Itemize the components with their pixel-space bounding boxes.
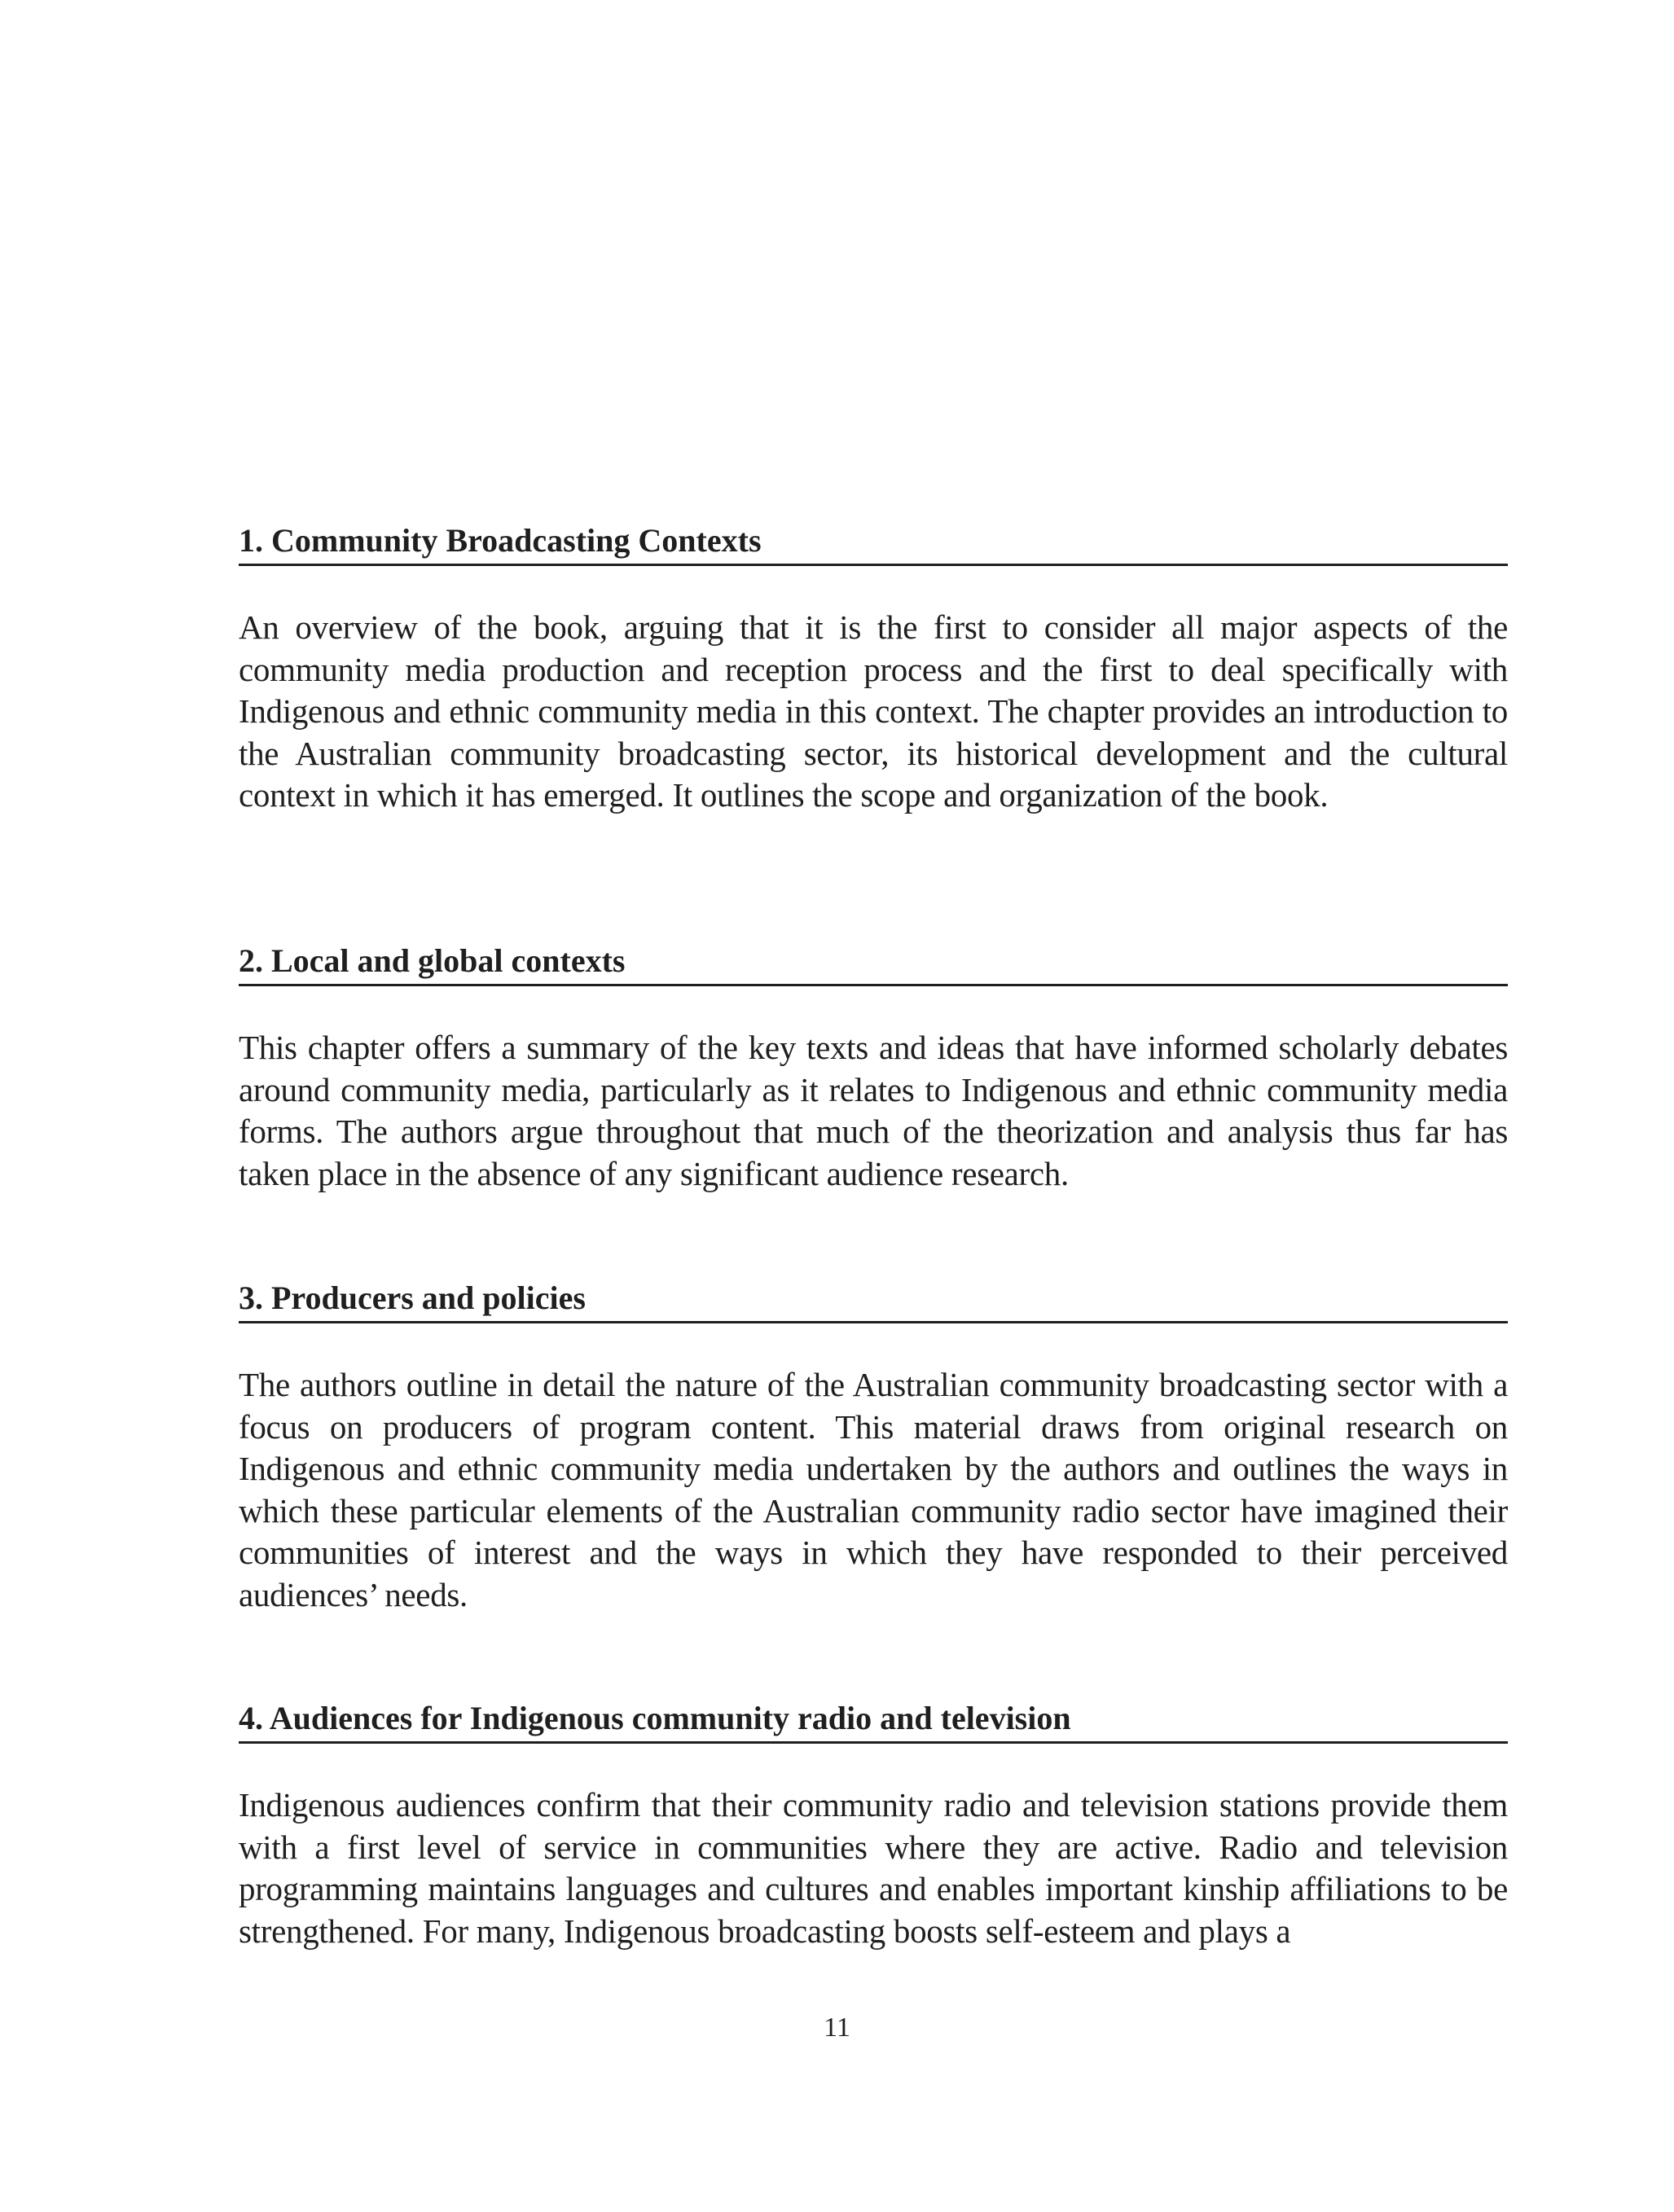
section-body: An overview of the book, arguing that it is the first to consider all major aspects of the community media production and reception process and the first to deal specifically with Indigenous and ethnic community media in this context. The chapter provides an introduction to the Australian community broadcasting sector, its historical development and the cultural context in which it has emerged. It outlines the scope and organization of the book. bbox=[239, 608, 1508, 814]
section-4 bbox=[239, 1701, 1508, 1952]
section-3 bbox=[239, 1280, 1508, 1617]
document-page bbox=[239, 0, 1508, 2212]
section-heading: 4. Audiences for Indigenous community radio and television bbox=[239, 1701, 1508, 1744]
section-heading: 1. Community Broadcasting Contexts bbox=[239, 523, 1508, 566]
section-body: This chapter offers a summary of the key texts and ideas that have informed scholarly debates around community media, particularly as it relates to Indigenous and ethnic community media forms. The authors argue throughout that much of the theorization and analysis thus far has taken place in the absence of any significant audience research. bbox=[239, 1029, 1508, 1192]
section-body: The authors outline in detail the nature of the Australian community broadcasting sector with a focus on producers of program content. This material draws from original research on Indigenous and ethnic community media undertaken by the authors and outlines the ways in which these particular elements of the Australian community radio sector have imagined their communities of interest and the ways in which they have responded to their perceived audiences’ needs. bbox=[239, 1366, 1508, 1613]
section-2 bbox=[239, 943, 1508, 1195]
page-number: 11 bbox=[824, 2012, 850, 2043]
section-body: Indigenous audiences confirm that their community radio and television stations provide them with a first level of service in communities where they are active. Radio and television programming maintains languages and cultures and enables important kinship affiliations to be strengthened. For many, Indigenous broadcasting boosts self-esteem and plays a bbox=[239, 1786, 1508, 1950]
section-heading: 3. Producers and policies bbox=[239, 1280, 1508, 1323]
section-heading: 2. Local and global contexts bbox=[239, 943, 1508, 986]
section-1 bbox=[239, 523, 1508, 817]
